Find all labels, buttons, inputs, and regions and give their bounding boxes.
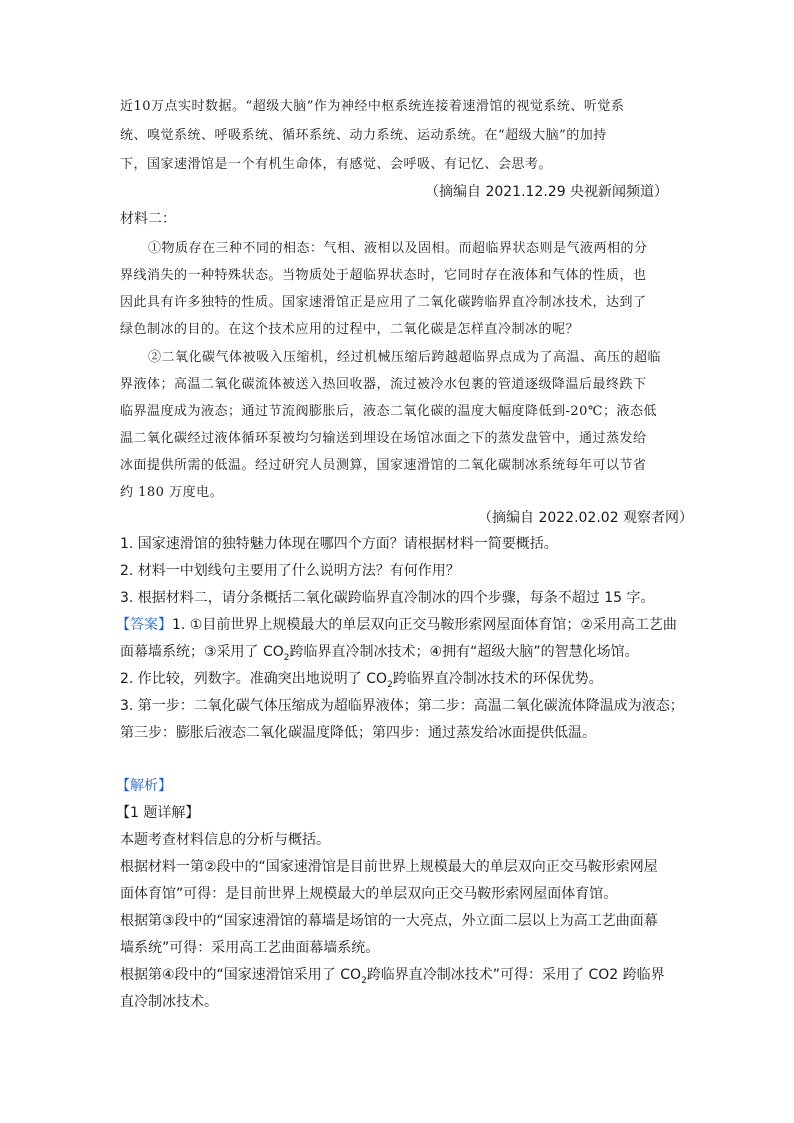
subscript-2: 2 [361,975,367,986]
material-two-line-2: 界线消失的一种特殊状态。当物质处于超临界状态时，它同时存在液体和气体的性质，也 [120,268,647,283]
answer-line-3 [120,668,603,690]
analysis-line-2: 根据材料一第②段中的“国家速滑馆是目前世界上规模最大的单层双向正交马鞍形索网屋 [120,859,658,875]
material-two-line-1: ①物质存在三种不同的相态：气相、液相以及固相。而超临界状态则是气液两相的分 [148,241,648,256]
answer-label: 【答案】 [116,617,172,633]
material-one-line-3: 下，国家速滑馆是一个有机生命体，有感觉、会呼吸、有记忆、会思考。 [120,157,553,172]
answer-1-part-2a: 面幕墙系统；③采用了 CO [120,644,284,660]
material-two-line-6: 界液体；高温二氧化碳流体被送入热回收器，流过被冷水包裹的管道逐级降温后最终跌下 [120,377,647,392]
analysis-label: 【解析】 [116,778,172,794]
analysis-line-6 [120,964,665,986]
question-3: 3. 根据材料二，请分条概括二氧化碳跨临界直冷制冰的四个步骤，每条不超过 15 字。 [120,590,655,606]
answer-line-5: 第三步：膨胀后液态二氧化碳温度降低；第四步：通过蒸发给冰面提供低温。 [120,725,596,741]
material-one-source: （摘编自 2021.12.29 央视新闻频道） [425,184,669,200]
material-two-line-8: 温二氧化碳经过液体循环泵被均匀输送到埋设在场馆冰面之下的蒸发盘管中，通过蒸发给 [120,431,647,446]
answer-1-part-2b: 跨临界直冷制冰技术；④拥有“超级大脑”的智慧化场馆。 [289,644,639,660]
material-two-line-3: 因此具有许多独特的性质。国家速滑馆正是应用了二氧化碳跨临界直冷制冰技术，达到了 [120,295,647,310]
answer-2-part-a: 2. 作比较，列数字。准确突出地说明了 CO [120,671,388,687]
analysis-line-4: 根据第③段中的“国家速滑馆的幕墙是场馆的一大亮点，外立面二层以上为高工艺曲面幕 [120,913,658,929]
question-1: 1. 国家速滑馆的独特魅力体现在哪四个方面？请根据材料一简要概括。 [120,536,558,552]
analysis-6-part-b: 跨临界直冷制冰技术”可得：采用了 CO2 跨临界 [366,967,665,983]
subscript-2: 2 [387,679,393,690]
material-two-source: （摘编自 2022.02.02 观察者网） [478,510,694,526]
material-two-line-4: 绿色制冰的目的。在这个技术应用的过程中，二氧化碳是怎样直冷制冰的呢？ [120,322,580,337]
material-two-heading: 材料二： [120,211,176,227]
material-two-line-10: 约 180 万度电。 [120,485,224,500]
analysis-line-7: 直冷制冰技术。 [120,994,218,1010]
question-2: 2. 材料一中划线句主要用了什么说明方法？有何作用？ [120,563,460,579]
answer-2-part-b: 跨临界直冷制冰技术的环保优势。 [392,671,603,687]
answer-line-2 [120,641,639,663]
analysis-6-part-a: 根据第④段中的“国家速滑馆采用了 CO [120,967,362,983]
q1-detail-label: 【1 题详解】 [116,805,200,821]
material-two-line-9: 冰面提供所需的低温。经过研究人员测算，国家速滑馆的二氧化碳制冰系统每年可以节省 [120,458,647,473]
answer-line-1 [116,614,677,634]
analysis-line-1: 本题考查材料信息的分析与概括。 [120,832,330,848]
subscript-2: 2 [283,652,290,663]
material-two-line-5: ②二氧化碳气体被吸入压缩机，经过机械压缩后跨越超临界点成为了高温、高压的超临 [148,350,662,365]
answer-line-4: 3. 第一步：二氧化碳气体压缩成为超临界液体；第二步：高温二氧化碳流体降温成为液态； [120,698,684,714]
material-one-line-2: 统、嗅觉系统、呼吸系统、循环系统、动力系统、运动系统。在“超级大脑”的加持 [120,128,607,143]
material-two-line-7: 临界温度成为液态；通过节流阀膨胀后，液态二氧化碳的温度大幅度降低到-20℃；液态低 [120,404,657,419]
answer-1-part-1: 1. ①目前世界上规模最大的单层双向正交马鞍形索网屋面体育馆；②采用高工艺曲 [172,617,677,633]
analysis-line-5: 墙系统”可得：采用高工艺曲面幕墙系统。 [120,940,380,956]
material-one-line-1: 近10万点实时数据。“超级大脑”作为神经中枢系统连接着速滑馆的视觉系统、听觉系 [120,99,625,114]
analysis-line-3: 面体育馆”可得：是目前世界上规模最大的单层双向正交马鞍形索网屋面体育馆。 [120,886,618,902]
